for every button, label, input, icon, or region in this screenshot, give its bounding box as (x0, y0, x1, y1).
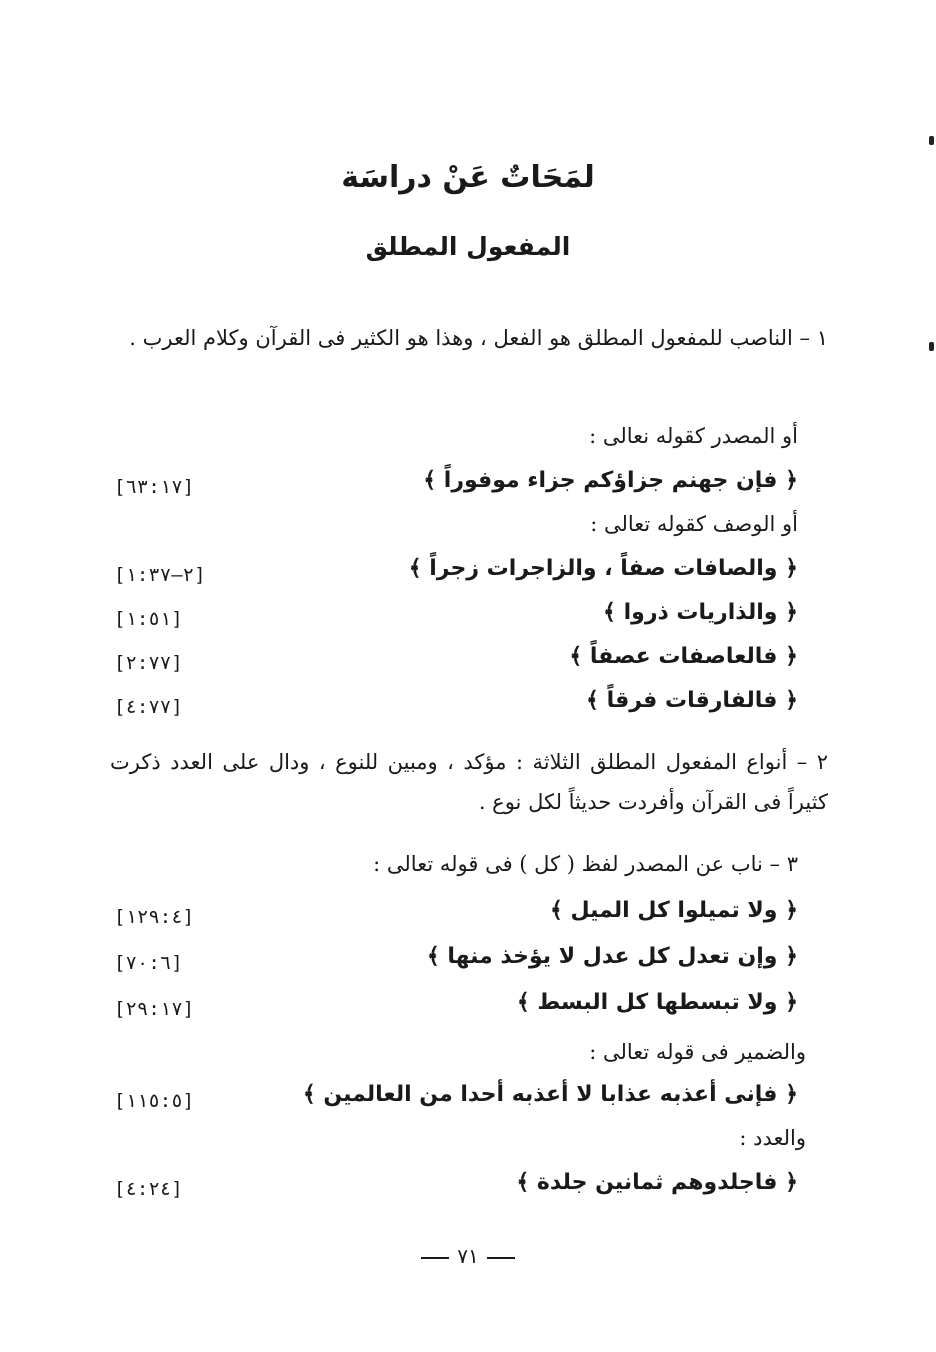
verse-adad: ﴿ فاجلدوهم ثمانين جلدة ﴾ (516, 1170, 798, 1195)
verse-wasf-ref: [٢–١:٣٧] (114, 564, 206, 586)
intro-wasf: أو الوصف كقوله تعالى : (590, 512, 798, 536)
intro-damir: والضمير فى قوله تعالى : (589, 1040, 806, 1064)
page-subtitle: المفعول المطلق (365, 232, 571, 261)
verse-masdar: ﴿ فإن جهنم جزاؤكم جزاء موفوراً ﴾ (423, 468, 798, 493)
verse-wasf: ﴿ فالعاصفات عصفاً ﴾ (569, 644, 798, 669)
verse-adad-ref: [٤:٢٤] (114, 1178, 183, 1200)
page-number-dash-left (421, 1257, 449, 1259)
verse-damir: ﴿ فإنى أعذبه عذابا لا أعذبه أحدا من العالمين ﴾ (302, 1082, 798, 1107)
verse-wasf: ﴿ والذاريات ذروا ﴾ (603, 600, 798, 625)
verse-wasf: ﴿ والصافات صفاً ، والزاجرات زجراً ﴾ (408, 556, 798, 581)
verse-kull-ref: [٢٩:١٧] (114, 998, 195, 1020)
verse-damir-ref: [١١٥:٥] (114, 1090, 195, 1112)
margin-mark (929, 136, 934, 145)
margin-mark (929, 342, 934, 351)
page-number (0, 1244, 936, 1268)
verse-wasf-ref: [١:٥١] (114, 608, 183, 630)
page-title: لمَحَاتٌ عَنْ دراسَة (341, 160, 595, 195)
intro-masdar: أو المصدر كقوله نعالى : (589, 424, 798, 448)
page-number-value: ٧١ (457, 1244, 479, 1268)
verse-kull-ref: [١٢٩:٤] (114, 906, 195, 928)
verse-masdar-ref: [٦٣:١٧] (114, 476, 195, 498)
section2-paragraph: ٢ – أنواع المفعول المطلق الثلاثة : مؤكد ، ومبين للنوع ، ودال على العدد ذكرت كثيراً فى القرآن وأفردت حديثاً لكل نوع . (110, 750, 828, 814)
verse-wasf: ﴿ فالفارقات فرقاً ﴾ (586, 688, 798, 713)
verse-kull: ﴿ ولا تميلوا كل الميل ﴾ (549, 898, 798, 923)
page-number-dash-right (487, 1257, 515, 1259)
verse-wasf-ref: [٤:٧٧] (114, 696, 183, 718)
intro-adad: والعدد : (739, 1126, 806, 1150)
section3-intro: ٣ – ناب عن المصدر لفظ ( كل ) فى قوله تعالى : (373, 852, 798, 876)
verse-wasf-ref: [٢:٧٧] (114, 652, 183, 674)
verse-kull: ﴿ ولا تبسطها كل البسط ﴾ (516, 990, 798, 1015)
verse-kull-ref: [٧٠:٦] (114, 952, 183, 974)
verse-kull: ﴿ وإن تعدل كل عدل لا يؤخذ منها ﴾ (426, 944, 798, 969)
section1-paragraph: ١ – الناصب للمفعول المطلق هو الفعل ، وهذا هو الكثير فى القرآن وكلام العرب . (129, 326, 828, 350)
